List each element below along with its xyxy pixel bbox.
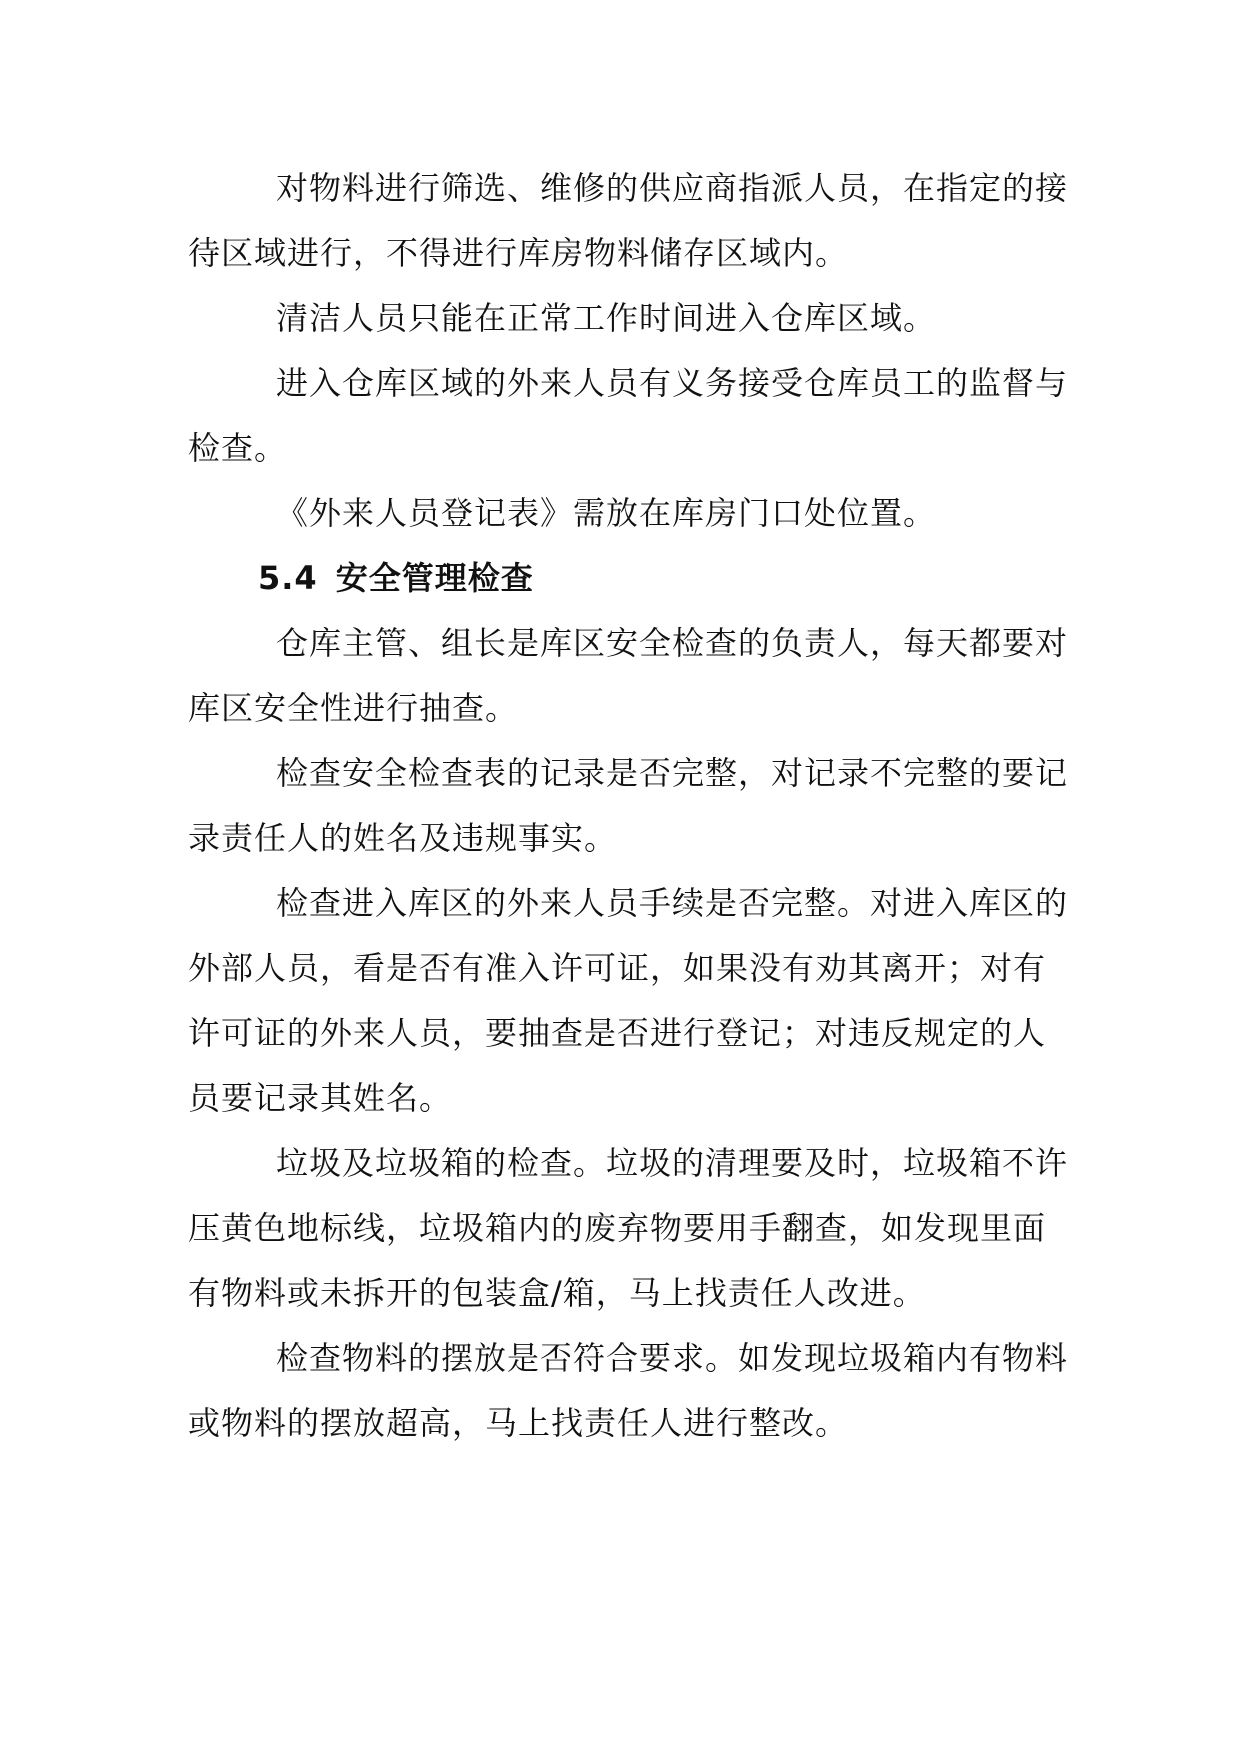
paragraph: 清洁人员只能在正常工作时间进入仓库区域。 bbox=[276, 299, 937, 337]
paragraph: 对物料进行筛选、维修的供应商指派人员，在指定的接待区域进行，不得进行库房物料储存区域内。 bbox=[188, 169, 1069, 272]
paragraph: 进入仓库区域的外来人员有义务接受仓库员工的监督与检查。 bbox=[188, 364, 1069, 467]
document-body bbox=[188, 156, 1068, 1456]
paragraph: 仓库主管、组长是库区安全检查的负责人，每天都要对库区安全性进行抽查。 bbox=[188, 624, 1069, 727]
paragraph: 垃圾及垃圾箱的检查。垃圾的清理要及时，垃圾箱不许压黄色地标线，垃圾箱内的废弃物要用手翻查，如发现里面有物料或未拆开的包装盒/箱，马上找责任人改进。 bbox=[188, 1144, 1069, 1312]
paragraph: 检查安全检查表的记录是否完整，对记录不完整的要记录责任人的姓名及违规事实。 bbox=[188, 754, 1069, 857]
section-title: 安全管理检查 bbox=[335, 559, 534, 597]
paragraph: 检查物料的摆放是否符合要求。如发现垃圾箱内有物料或物料的摆放超高，马上找责任人进行整改。 bbox=[188, 1339, 1069, 1442]
paragraph: 《外来人员登记表》需放在库房门口处位置。 bbox=[276, 494, 937, 532]
section-number: 5.4 bbox=[258, 559, 318, 597]
paragraph: 检查进入库区的外来人员手续是否完整。对进入库区的外部人员，看是否有准入许可证，如果没有劝其离开；对有许可证的外来人员，要抽查是否进行登记；对违反规定的人员要记录其姓名。 bbox=[188, 884, 1069, 1117]
section-heading bbox=[188, 546, 1068, 611]
